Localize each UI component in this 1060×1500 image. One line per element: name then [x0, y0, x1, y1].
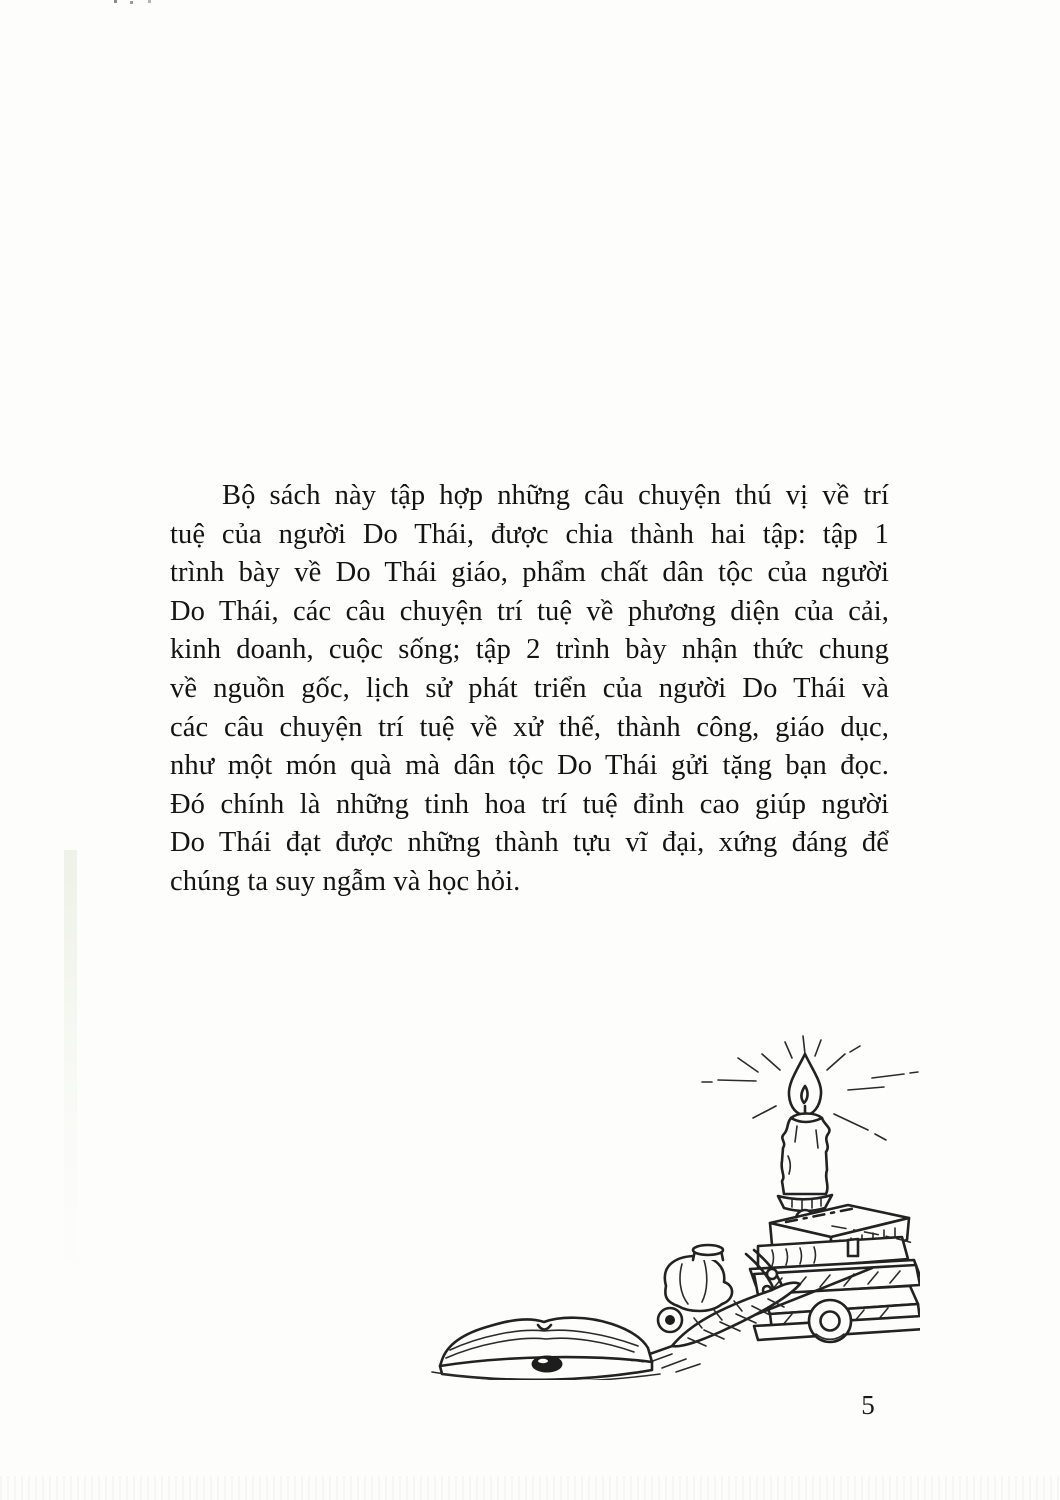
text-line: Do Thái, các câu chuyện trí tuệ về phương diện của cải, [170, 595, 889, 627]
text-line: về nguồn gốc, lịch sử phát triển của người Do Thái và [170, 672, 889, 704]
text-line: như một món quà mà dân tộc Do Thái gửi tặng bạn đọc. [170, 750, 889, 782]
candle-icon [782, 1114, 830, 1195]
open-book-icon [432, 1318, 660, 1380]
candle-flame-icon [789, 1054, 821, 1115]
scan-artifact-bottom-noise [0, 1476, 1060, 1500]
scan-artifact-left-strip [64, 850, 77, 1280]
text-line: các câu chuyện trí tuệ về xử thế, thành công, giáo dục, [170, 711, 889, 743]
text-line: Bộ sách này tập hợp những câu chuyện thú vị về trí [222, 480, 889, 511]
text-line: chúng ta suy ngẫm và học hỏi. [170, 865, 521, 897]
text-line: Đó chính là những tinh hoa trí tuệ đỉnh cao giúp người [170, 788, 889, 820]
scroll-icon [809, 1300, 851, 1342]
text-line: trình bày về Do Thái giáo, phẩm chất dân tộc của người [170, 557, 889, 589]
page-number: 5 [861, 1390, 875, 1420]
scan-artifact-top-specks [114, 0, 117, 3]
text-line: kinh doanh, cuộc sống; tập 2 trình bày nhận thức chung [170, 634, 889, 666]
text-line: tuệ của người Do Thái, được chia thành hai tập: tập 1 [170, 518, 889, 550]
candle-books-illustration [420, 1028, 920, 1380]
text-line: Do Thái đạt được những thành tựu vĩ đại, xứng đáng để [170, 827, 889, 859]
paragraph [170, 477, 889, 902]
